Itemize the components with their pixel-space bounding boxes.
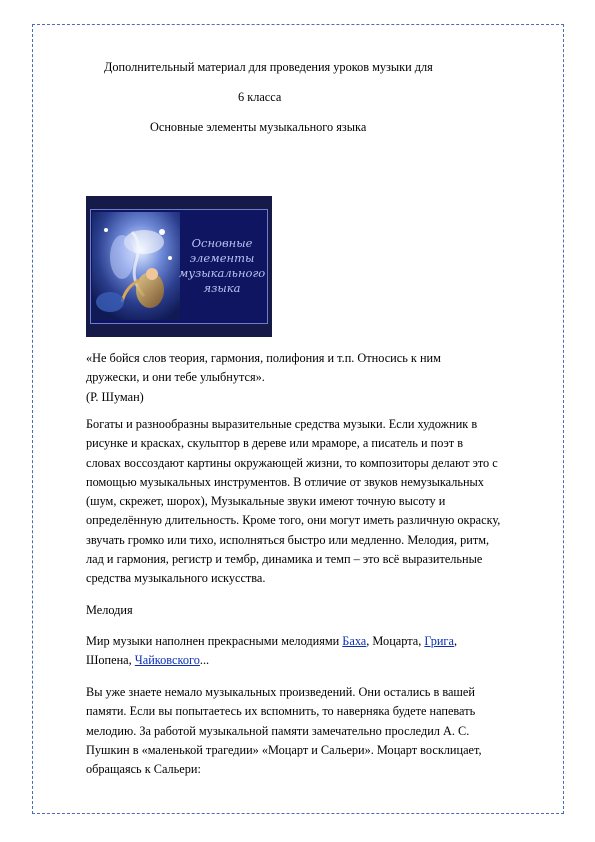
illustration-caption bbox=[178, 236, 266, 296]
text-run: ... bbox=[199, 653, 210, 668]
paragraph-musical-memory bbox=[86, 683, 531, 779]
paragraph-expressive-means bbox=[86, 415, 531, 589]
paragraph-line: Вы уже знаете немало музыкальных произведений. Они остались в вашей bbox=[86, 685, 475, 699]
paragraph-line: рисунке и красках, скульптор в дереве или мраморе, а писатель и поэт в bbox=[86, 436, 464, 451]
paragraph-line: словах воссоздают картины окружающей жизни, то композиторы делают это с bbox=[86, 455, 498, 470]
quote-line: «Не бойся слов теория, гармония, полифония и т.п. Относись к ним bbox=[86, 351, 441, 365]
quote-line: дружески, и они тебе улыбнутся». bbox=[86, 370, 265, 385]
paragraph-line: Богаты и разнообразны выразительные средства музыки. Если художник в bbox=[86, 417, 478, 431]
header-line-3: Основные элементы музыкального языка bbox=[150, 120, 367, 134]
text-run: Шопена, bbox=[86, 653, 135, 668]
section-heading-melody: Мелодия bbox=[86, 603, 133, 617]
paragraph-line bbox=[86, 651, 531, 670]
paragraph-line: памяти. Если вы попытаетесь их вспомнить, то наверняка будете напевать bbox=[86, 704, 476, 719]
paragraph-line: мелодию. За работой музыкальной памяти замечательно проследил А. С. bbox=[86, 723, 470, 738]
paragraph-line: определённую длительность. Кроме того, они могут иметь различную окраску, bbox=[86, 513, 501, 528]
paragraph-line: обращаясь к Сальери: bbox=[86, 762, 201, 777]
link-grieg[interactable]: Грига bbox=[424, 634, 454, 648]
paragraph-line: помощью музыкальных инструментов. В отличие от звуков немузыкальных bbox=[86, 474, 484, 489]
caption-line: языка bbox=[203, 281, 241, 295]
quote-author: (Р. Шуман) bbox=[86, 389, 144, 404]
text-run: , Моцарта, bbox=[366, 634, 425, 648]
paragraph-line: лад и гармония, регистр и тембр, динамика и темп – это всё выразительные bbox=[86, 552, 483, 567]
paragraph-line: звучать громко или тихо, исполняться быстро или медленно. Мелодия, ритм, bbox=[86, 532, 490, 547]
paragraph-line: средства музыкального искусства. bbox=[86, 571, 266, 586]
header-line-1: Дополнительный материал для проведения уроков музыки для bbox=[104, 60, 433, 74]
caption-line: Основные bbox=[191, 236, 253, 250]
paragraph-line bbox=[86, 632, 531, 651]
caption-line: элементы bbox=[189, 251, 255, 265]
caption-line: музыкального bbox=[178, 266, 266, 280]
paragraph-line: Пушкин в «маленькой трагедии» «Моцарт и Сальери». Моцарт восклицает, bbox=[86, 742, 482, 757]
paragraph-line: (шум, скрежет, шорох), Музыкальные звуки имеют точную высоту и bbox=[86, 494, 446, 509]
link-bach[interactable]: Баха bbox=[342, 634, 367, 648]
illustration bbox=[86, 196, 272, 337]
paragraph-melodies bbox=[86, 632, 531, 671]
text-run: , bbox=[453, 634, 458, 648]
header-line-2: 6 класса bbox=[238, 90, 282, 104]
link-tchaikovsky[interactable]: Чайковского bbox=[134, 653, 200, 668]
text-run: Мир музыки наполнен прекрасными мелодиями bbox=[86, 634, 343, 648]
epigraph-quote bbox=[86, 349, 531, 407]
fairy-art-icon bbox=[92, 212, 180, 320]
